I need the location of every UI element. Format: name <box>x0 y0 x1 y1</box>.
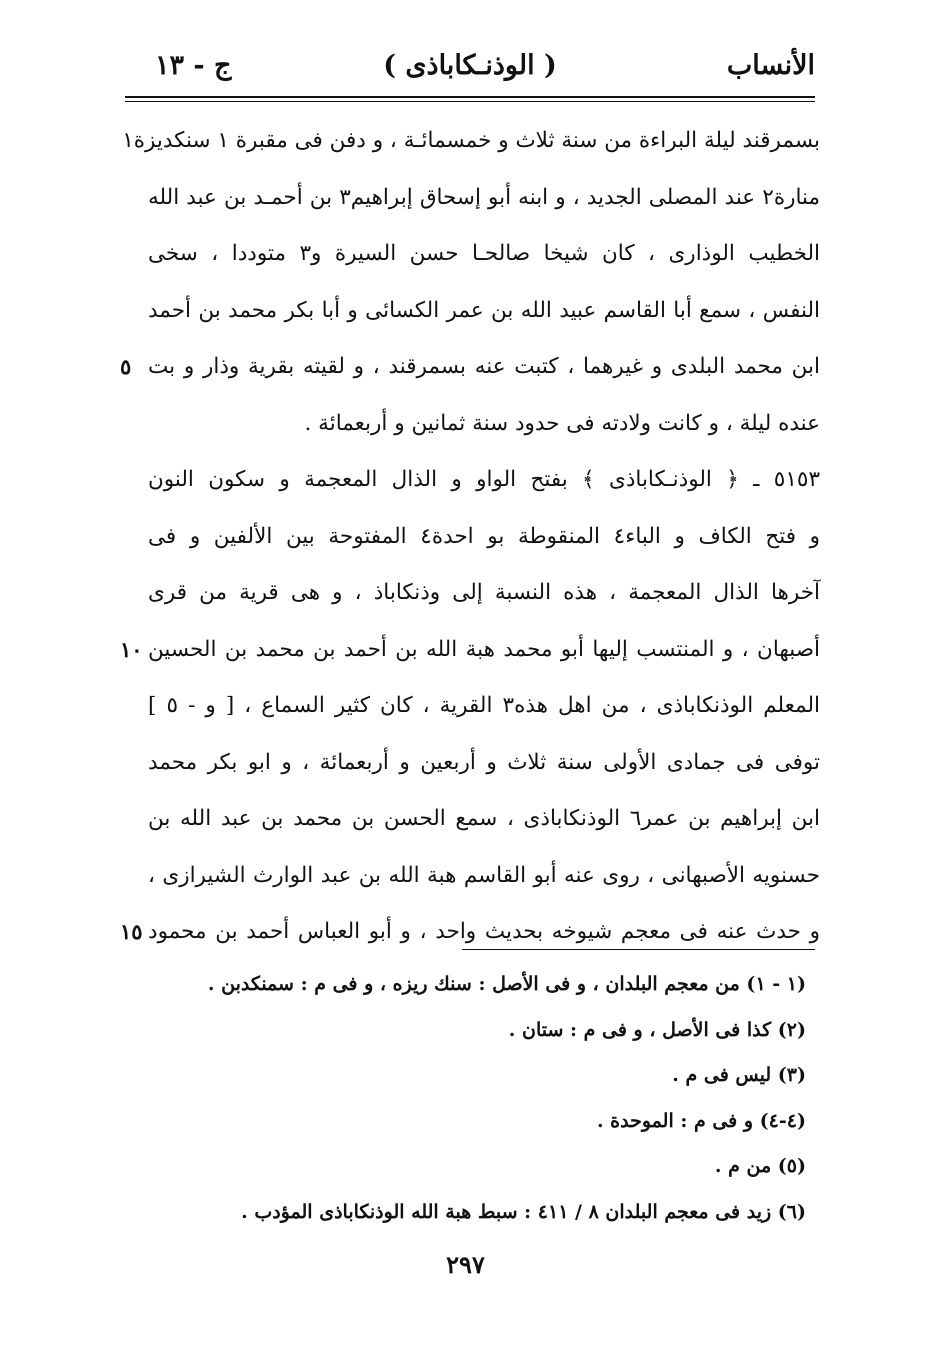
text-line <box>120 622 820 679</box>
text-line-content: ابن إبراهيم بن عمر٦ الوذنكاباذى ، سمع الحسن بن محمد بن عبد الله بن <box>148 806 820 831</box>
page-number: ٢٩٧ <box>446 1250 485 1279</box>
text-line-content: ٥١٥٣ ـ ﴿ الوذنـكاباذى ﴾ بفتح الواو و الذال المعجمة و سكون النون <box>148 467 820 492</box>
header-volume: ج - ١٣ <box>155 50 232 81</box>
text-line-content: توفى فى جمادى الأولى سنة ثلاث و أربعين و أربعمائة ، و ابو بكر محمد <box>148 749 820 775</box>
text-line <box>120 452 820 509</box>
line-number: ٥ <box>120 354 132 379</box>
text-line-content: المعلم الوذنكاباذى ، من اهل هذه٣ القرية ، كان كثير السماع ، [ و - ٥ ] <box>148 693 820 718</box>
text-line-content: عنده ليلة ، و كانت ولادته فى حدود سنة ثمانين و أربعمائة . <box>304 410 820 436</box>
line-number: ١٠ <box>120 636 143 662</box>
text-line <box>120 904 820 961</box>
line-number: ١٥ <box>120 919 143 944</box>
footnote-separator <box>462 949 815 950</box>
text-line-content: الخطيب الوذارى ، كان شيخا صالحـا حسن السيرة و٣ متوددا ، سخى <box>148 241 820 266</box>
footnote: (٤-٤) و فى م : الموحدة . <box>596 1109 806 1132</box>
text-line-content: حسنويه الأصبهانى ، روى عنه أبو القاسم هبة الله بن عبد الوارث الشيرازى ، <box>148 862 820 888</box>
footnote: (٣) ليس فى م . <box>672 1064 806 1086</box>
text-line <box>120 339 820 396</box>
footnote: (٢) كذا فى الأصل ، و فى م : ستان . <box>508 1018 806 1041</box>
text-line <box>120 848 820 905</box>
text-line <box>120 226 820 283</box>
text-line <box>120 791 820 848</box>
header-entry-title: ( الوذنـكاباذى ) <box>383 50 557 81</box>
main-text <box>120 113 820 961</box>
text-line <box>120 509 820 566</box>
footnote: (٦) زيد فى معجم البلدان ٨ / ٤١١ : سبط هبة الله الوذنكاباذى المؤدب . <box>241 1200 806 1223</box>
text-line-content: آخرها الذال المعجمة ، هذه النسبة إلى وذنكاباذ ، و هى قرية من قرى <box>148 580 820 605</box>
text-line-content: أصبهان ، و المنتسب إليها أبو محمد هبة الله بن أحمد بن محمد بن الحسين <box>148 636 820 662</box>
footnotes <box>126 962 806 1235</box>
running-header <box>125 50 815 92</box>
text-line-content: منارة٢ عند المصلى الجديد ، و ابنه أبو إسحاق إبراهيم٣ بن أحمـد بن عبد الله <box>148 184 821 210</box>
header-rule-thin <box>125 101 815 102</box>
text-line <box>120 678 820 735</box>
text-line <box>120 283 820 340</box>
text-line-content: النفس ، سمع أبا القاسم عبيد الله بن عمر الكسائى و أبا بكر محمد بن أحمد <box>148 297 820 323</box>
text-line <box>120 170 820 227</box>
text-line <box>120 735 820 792</box>
text-line-content: بسمرقند ليلة البراءة من سنة ثلاث و خمسمائـة ، و دفن فى مقبرة ١ سنكديزة١ <box>122 128 820 153</box>
text-line-content: و فتح الكاف و الباء٤ المنقوطة بو احدة٤ المفتوحة بين الألفين و فى <box>148 523 820 549</box>
footnote: (٥) من م . <box>714 1155 806 1177</box>
text-line <box>120 565 820 622</box>
text-line <box>120 396 820 453</box>
footnote: (١ - ١) من معجم البلدان ، و فى الأصل : سنك ريزه ، و فى م : سمنكدبن . <box>207 973 806 995</box>
text-line <box>120 113 820 170</box>
header-book-title: الأنساب <box>726 50 815 81</box>
text-line-content: ابن محمد البلدى و غيرهما ، كتبت عنه بسمرقند ، و لقيته بقرية وذار و بت <box>148 354 820 379</box>
header-rule <box>125 96 815 98</box>
text-line-content: و حدث عنه فى معجم شيوخه بحديث واحد ، و أبو العباس أحمد بن محمود <box>148 919 820 944</box>
